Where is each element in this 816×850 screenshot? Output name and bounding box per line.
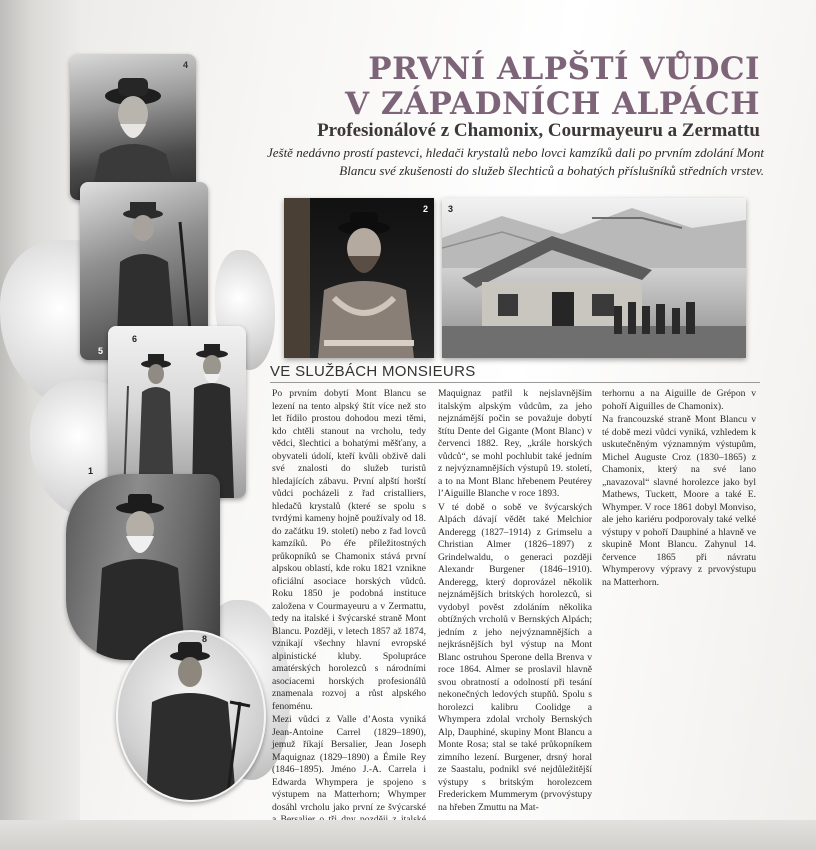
- photo-number: 8: [202, 634, 208, 644]
- paragraph: Na francouzské straně Mont Blancu v té době mezi vůdci vyniká, vzhledem k uskutečněným významným výstupům, Michel Auguste Croz (1830–1865) z Chamonix, který na své lano „navazoval“ slavné horolezce jako byl Mathews, Tuckett, Moore a také E. Whymper. V roce 1861 dobyl Monviso, ale jeho kariéru podporovaly také velké výstupy v pohoří Dauphiné a hlavně ve skupině Mont Blancu. Zahynul 14. července 1865 při návratu Whymperovy výpravy z prvovýstupu na Matterhorn.: [602, 414, 756, 588]
- title-line-2: V ZÁPADNÍCH ALPÁCH: [344, 86, 760, 122]
- section-heading: VE SLUŽBÁCH MONSIEURS: [270, 363, 760, 383]
- text-column-2: [438, 388, 592, 814]
- photo-guide-4: [70, 54, 196, 200]
- photo-number: 2: [422, 204, 428, 214]
- photo-guides-6: [108, 326, 246, 498]
- paragraph: Mezi vůdci z Valle d’Aosta vyniká Jean-Antoine Carrel (1829–1890), jemuž říkají Bersalier, Jean Joseph Maquignaz (1829–1890) a Émile Rey (1846–1895). Jméno J.-A. Carrela i Edwarda Whympera je spojeno s výstupem na Matterhorn; Whymper dosáhl vrcholu jako první ze švýcarské: [272, 714, 426, 813]
- title-line-1: PRVNÍ ALPŠTÍ VŮDCI: [368, 51, 760, 87]
- paragraph: terhornu a na Aiguille de Grépon v pohoří Aiguilles de Chamonix).: [602, 388, 756, 412]
- photo-number: 3: [448, 204, 454, 214]
- page-title: [280, 52, 760, 122]
- guides-pair-6-image: [108, 326, 246, 498]
- page-bottom-edge: [0, 820, 816, 850]
- photo-guide-8: [116, 630, 266, 802]
- photo-number: 4: [182, 60, 188, 70]
- guide-portrait-4-image: [70, 54, 196, 200]
- guide-portrait-2-image: [284, 198, 434, 358]
- page-subtitle: Profesionálové z Chamonix, Courmayeuru a Zermattu: [317, 120, 760, 141]
- photo-guide-2: [284, 198, 434, 358]
- photo-number: 1: [88, 466, 94, 476]
- paragraph: Maquignaz patřil k nejslavnějším italským alpským vůdcům, za jeho nejznámější počin se považuje dobytí štítu Dente del Gigante (Mont Blanc) v červenci 1882. Rey, „krále horských vůdců“, se mohl pochlubit také jedním z nejvýznamnějších výstupů 19. století, a to na Mont Blanc hřebenem Peutérey l’Aiguille Blanche v roce 1893.: [438, 388, 592, 499]
- lead-paragraph: Ještě nedávno prostí pastevci, hledači krystalů nebo lovci kamzíků dali po prvním zdolání Mont Blancu své zkušenosti do služeb šlechticů a bohatých příslušníků středních vrstev.: [266, 145, 764, 178]
- text-column-1: [272, 388, 426, 839]
- photo-mountain-hut-3: [442, 198, 746, 358]
- photo-number: 5: [98, 346, 104, 356]
- photo-number: 6: [132, 334, 138, 344]
- mountain-hut-image: [442, 198, 746, 358]
- guide-portrait-8-image: [118, 632, 264, 800]
- text-column-3: [602, 388, 756, 589]
- paragraph: Po prvním dobytí Mont Blancu se lezení na tento alpský štít více než sto let řídilo prostou dohodou mezi těmi, kdo chtěli stanout na vrcholu, tedy vědci, šlechtici a bohatými měšťany, a obyvateli údolí, kteří kvůli obživě dali své znalosti do služeb turistů hledajících zábavu. První alpští horští vůdci pocházeli z řad cristalliers, hledačů krystalů (které se spolu s tvrdými kameny hojně používaly od 18. do začátku 19. století) nebo z řad lovců kamzíků. Po éře příležitostných průkopníků se Chamonix stává první alpskou oblastí, kde roku 1821 vznikne oficiální asociace horských vůdců. Roku 1850 je podobná instituce založena v Courmayeuru a v Zermattu, tedy na italské i švýcarské straně Mont Blancu. Později, v letech 1857 až 1874, vznikají všechny hlavní evropské alpinistické kluby. Spolupráce amatérských horolezců s národními asociacemi horských profesionálů znamenala rozvoj a růst alpského fenoménu.: [272, 388, 426, 712]
- paragraph: V té době o sobě ve švýcarských Alpách dávají vědět také Melchior Anderegg (1827–1914) z Grimselu a Christian Almer (1826–1897) z Grindelwaldu, o generaci později Alexandr Burgener (1846–1910). Anderegg, který doprovázel několik nejznámějších britských horolezců, si vydobyl pověst zdoláním několika obtížných vrcholů v Bernských Alpách; jedním z jeho nejvýznamnějších a nejkrásnějších byl výstup na Mont Blanc ostruhou Sperone della Brenva v roce 1864. Almer se proslavil hlavně svou obratností a odolností při tesání nekonečných ledových stupňů. Spolu s horolezci kalibru Coolidge a Whympera zdolal vrcholy Bernských Alp, Dauphiné, skupiny Mont Blancu a Monte Rosa; stal se také průkopníkem zimního lezení. Burgener, drsný horal ze Saastalu, podnikl své nejdůležitější výstupy s britským horolezcem Frederickem Mummerym (prvovýstupy na hřeben Zmuttu na Mat-: [438, 501, 592, 813]
